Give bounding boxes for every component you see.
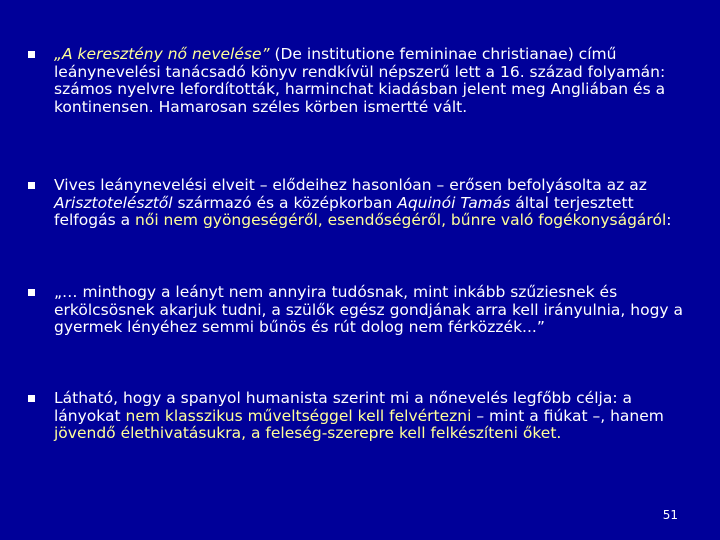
bullet-segment: jövendő élethivatásukra, a feleség-szerepre kell felkészíteni őket. — [54, 424, 562, 442]
bullet-text — [54, 283, 683, 336]
bullet-text — [54, 45, 665, 116]
bullet-item — [54, 390, 684, 443]
bullet-item — [54, 177, 684, 230]
bullet-segment: Arisztotelésztől — [54, 193, 173, 212]
page-number: 51 — [662, 508, 678, 522]
square-bullet-icon — [28, 51, 35, 58]
bullet-item — [54, 46, 684, 116]
bullet-segment: női nem gyöngeségéről, esendőségéről, bűnre való fogékonyságáról — [135, 211, 667, 229]
bullet-segment: nem klasszikus műveltséggel kell felvértezni — [125, 406, 472, 425]
square-bullet-icon — [28, 182, 35, 189]
bullet-segment: Vives leánynevelési elveit – elődeihez hasonlóan – erősen befolyásolta az az — [54, 176, 647, 194]
bullet-segment: – mint a fiúkat –, hanem — [471, 406, 664, 425]
bullet-segment: Aquinói Tamás — [397, 193, 511, 212]
bullet-segment: „… minthogy a leányt nem annyira tudósnak, mint inkább szűziesnek és erkölcsösnek akarjuk tudni, a szülők egész gondjának arra kell irányulnia, hogy a gyermek lényéhez semmi bűnös és rút dolog nem férközzék...” — [54, 283, 684, 336]
square-bullet-icon — [28, 395, 35, 402]
bullet-item — [54, 284, 684, 337]
square-bullet-icon — [28, 289, 35, 296]
bullet-text — [54, 389, 664, 442]
bullet-segment: Látható, hogy a spanyol humanista szerint mi a nőnevelés legfőbb célja: a lányokat — [54, 389, 632, 425]
bullet-text — [54, 176, 672, 229]
bullet-segment: : — [666, 211, 672, 229]
bullet-segment: (De institutione femininae christianae) című leánynevelési tanácsadó könyv rendkívül népszerű lett a 16. század folyamán: számos nyelvre lefordították, harminchat kiadásban jelent meg Angliában és a kontinensen. Hamarosan széles körben ismertté vált. — [54, 45, 666, 116]
bullet-segment: „A keresztény nő nevelése” — [54, 45, 275, 63]
bullet-segment: által terjesztett felfogás a — [54, 193, 634, 229]
bullet-segment: származó és a középkorban — [172, 193, 398, 212]
